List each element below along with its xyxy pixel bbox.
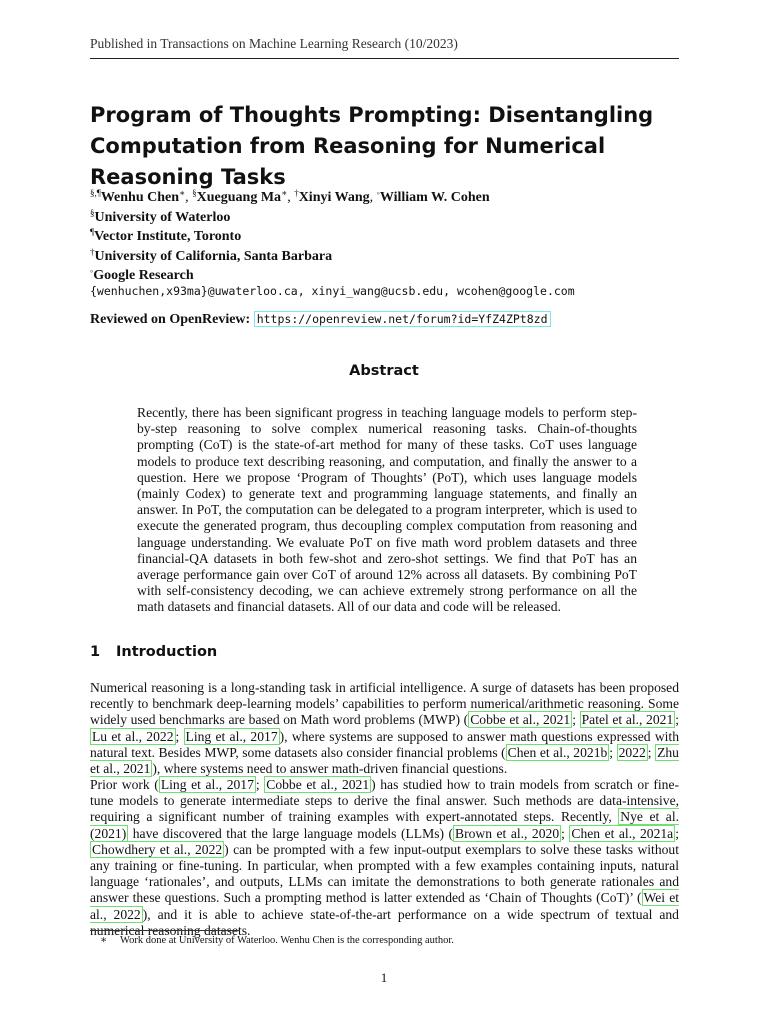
section-heading-introduction	[90, 644, 217, 660]
openreview-link[interactable]: https://openreview.net/forum?id=YfZ4ZPt8zd	[254, 311, 551, 327]
citation-link[interactable]: Patel et al., 2021	[581, 712, 674, 728]
affiliation-2: ¶Vector Institute, Toronto	[90, 227, 242, 244]
author-list	[90, 186, 690, 206]
citation-link[interactable]: Brown et al., 2020	[455, 825, 560, 841]
citation-link[interactable]: Chen et al., 2021a	[571, 825, 674, 841]
section-number: 1	[90, 644, 101, 660]
citation-link[interactable]: 2022	[618, 744, 646, 760]
header-rule	[90, 58, 679, 59]
citation-link[interactable]: Chen et al., 2021b	[507, 744, 608, 760]
citation-link[interactable]: Ling et al., 2017	[185, 728, 278, 744]
affiliation-1: §University of Waterloo	[90, 207, 231, 225]
affiliation-3: †University of California, Santa Barbara	[90, 246, 333, 264]
author-emails: {wenhuchen,x93ma}@uwaterloo.ca, xinyi_wang@ucsb.edu, wcohen@google.com	[90, 283, 575, 298]
author-3: †Xinyi Wang,	[294, 188, 377, 205]
footnote-rule	[90, 930, 240, 931]
section-title: Introduction	[116, 644, 218, 660]
citation-link[interactable]: Nye et al. (2021)	[90, 809, 679, 841]
citation-link[interactable]: Wei et al., 2022	[90, 890, 680, 922]
abstract-text: Recently, there has been significant progress in teaching language models to perform step-by-step reasoning to solve complex numerical reasoning tasks. Chain-of-thoughts prompting (CoT) is the state-of-art method for many of these tasks. CoT uses language models to produce text describing reasoning, and computation, and finally the answer to a question. Here we propose ‘Program of Thoughts’ (PoT), which uses language models (mainly Codex) to generate text and programming language statements, and finally an answer. In PoT, the computation can be delegated to a program interpreter, which is used to execute the generated program, thus decoupling complex computation from reasoning and language understanding. We evaluate PoT on five math word problem datasets and three financial-QA datasets in both few-shot and zero-shot settings. We find that PoT has an average performance gain over CoT of around 12% across all datasets. By combining PoT with self-consistency decoding, we can achieve extremely strong performance on all the math datasets and financial datasets. All of our data and code will be released.	[137, 405, 637, 615]
page-number: 1	[380, 970, 388, 985]
author-1: §,¶Wenhu Chen∗,	[90, 188, 193, 205]
footnote	[100, 934, 454, 946]
citation-link[interactable]: Cobbe et al., 2021	[266, 777, 370, 792]
citation-link[interactable]: Cobbe et al., 2021	[470, 712, 571, 728]
openreview-label: Reviewed on OpenReview:	[90, 312, 251, 327]
intro-paragraph-2: Prior work ( Ling et al., 2017 ; Cobbe et al., 2021 ) has studied how to train models from scratch or fine-tune models to generate intermediate steps to derive the final answer. Such methods are data-intensive, requiring a significant number of training examples with expert-annotated steps. Recently, Nye et al. (2021) have discovered that the large language models (LLMs) ( Brown et al., 2020 ; Chen et al., 2021a ; Chowdhery et al., 2022 ) can be prompted with a few input-output exemplars to solve these tasks without any training or fine-tuning. In particular, when prompted with a few examples containing inputs, natural language ‘rationales’, and outputs, LLMs can imitate the demonstrations to both generate rationales and answer these questions. Such a prompting method is latter extended as ‘Chain of Thoughts (CoT)’ ( Wei et al., 2022 ), and it is able to achieve state-of-the-art performance on a wide spectrum of textual and numerical reasoning datasets.	[90, 777, 680, 938]
author-block	[90, 186, 690, 299]
citation-link[interactable]: Chowdhery et al., 2022	[92, 841, 223, 857]
citation-link[interactable]: Ling et al., 2017	[160, 777, 254, 792]
author-4: ◦William W. Cohen	[376, 188, 490, 205]
citation-link[interactable]: Lu et al., 2022	[92, 728, 174, 744]
paper-title: Program of Thoughts Prompting: Disentangling Computation from Reasoning for Numerical Reasoning Tasks	[90, 103, 654, 189]
footnote-text: Work done at University of Waterloo. Wenhu Chen is the corresponding author.	[120, 935, 454, 946]
affiliation-4: ◦Google Research	[90, 266, 194, 283]
author-2: §Xueguang Ma∗,	[192, 188, 295, 205]
running-header: Published in Transactions on Machine Learning Research (10/2023)	[90, 36, 458, 51]
footnote-mark: ∗	[100, 935, 108, 946]
intro-paragraph-1: Numerical reasoning is a long-standing task in artificial intelligence. A surge of datasets has been proposed recently to benchmark deep-learning models’ capabilities to perform numerical/arithmetic reasoning. Some widely used benchmarks are based on Math word problems (MWP) ( Cobbe et al., 2021 ; Patel et al., 2021 ; Lu et al., 2022 ; Ling et al., 2017 ), where systems are supposed to answer math questions expressed with natural text. Besides MWP, some datasets also consider financial problems ( Chen et al., 2021b ; 2022 ; Zhu et al., 2021 ), where systems need to answer math-driven financial questions.	[90, 680, 680, 777]
citation-link[interactable]: Zhu et al., 2021	[90, 744, 679, 777]
openreview-line	[90, 312, 551, 328]
abstract-heading: Abstract	[349, 363, 419, 379]
